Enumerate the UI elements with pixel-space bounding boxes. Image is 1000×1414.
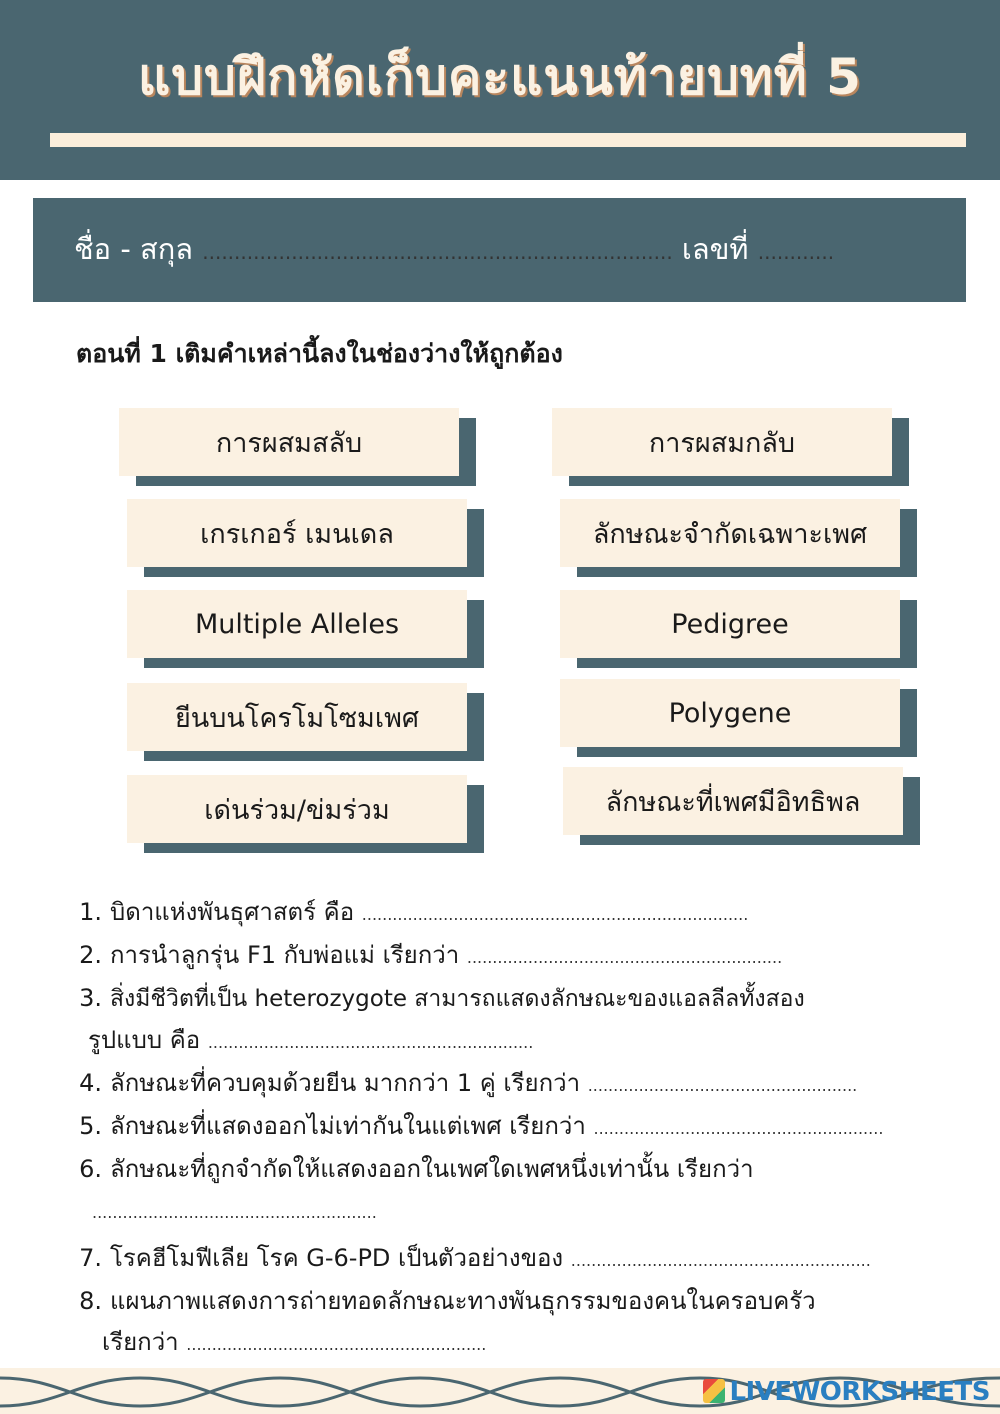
question-6: 6. ลักษณะที่ถูกจำกัดให้แสดงออกในเพศใดเพศหนึ่งเท่านั้น เรียกว่า [79,1155,754,1183]
title-underline-bar [50,133,966,147]
word-box-label: ลักษณะที่เพศมีอิทธิพล [563,767,903,835]
word-box [563,767,903,835]
question-4: 4. ลักษณะที่ควบคุมด้วยยีน มากกว่า 1 คู่ เรียกว่า ..................................................... [79,1069,858,1097]
question-5: 5. ลักษณะที่แสดงออกไม่เท่ากันในแต่เพศ เรียกว่า ......................................................... [79,1112,884,1140]
word-box [127,499,467,567]
number-input[interactable]: ............ [757,240,835,264]
word-box [127,590,467,658]
word-box-label: ยีนบนโครโมโซมเพศ [127,683,467,751]
word-box [127,683,467,751]
question-7: 7. โรคฮีโมฟีเลีย โรค G-6-PD เป็นตัวอย่างของ ........................................................... [79,1244,871,1272]
word-box [552,408,892,476]
word-box [119,408,459,476]
word-box [560,499,900,567]
word-box-label: เกรเกอร์ เมนเดล [127,499,467,567]
liveworksheets-logo-icon [703,1379,725,1403]
name-input[interactable]: .......................................................................... [202,240,673,264]
question-3: 3. สิ่งมีชีวิตที่เป็น heterozygote สามารถแสดงลักษณะของแอลลีลทั้งสอง [79,984,805,1012]
word-box-label: การผสมสลับ [119,408,459,476]
answer-blank-8[interactable]: ........................................................... [186,1335,487,1354]
name-label: ชื่อ - สกุล [74,232,194,266]
answer-blank-1[interactable]: ............................................................................ [361,905,749,924]
question-2: 2. การนำลูกรุ่น F1 กับพ่อแม่ เรียกว่า .............................................................. [79,941,783,969]
part1-instruction: ตอนที่ 1 เติมคำเหล่านี้ลงในช่องว่างให้ถูกต้อง [76,339,563,368]
word-box-label: เด่นร่วม/ข่มร่วม [127,775,467,843]
question-8-cont: เรียกว่า ........................................................... [102,1328,487,1356]
question-3-cont: รูปแบบ คือ ................................................................ [88,1026,534,1054]
answer-blank-5[interactable]: ......................................................... [593,1119,884,1138]
word-box [560,590,900,658]
liveworksheets-logo[interactable]: LIVEWORKSHEETS [703,1377,990,1407]
word-box-label: ลักษณะจำกัดเฉพาะเพศ [560,499,900,567]
question-6-cont [66,1190,966,1238]
question-8: 8. แผนภาพแสดงการถ่ายทอดลักษณะทางพันธุกรรมของคนในครอบครัว [79,1287,816,1315]
word-box-label: Multiple Alleles [127,590,467,658]
word-box [127,775,467,843]
word-box [560,679,900,747]
question-list [66,892,966,1365]
number-label: เลขที่ [681,232,749,266]
answer-blank-4[interactable]: ..................................................... [587,1076,858,1095]
word-box-label: Polygene [560,679,900,747]
question-1: 1. บิดาแห่งพันธุศาสตร์ คือ ............................................................................ [79,898,749,926]
answer-blank-6[interactable]: ........................................................ [92,1203,377,1222]
answer-blank-7[interactable]: ........................................................... [570,1251,871,1270]
word-box-label: Pedigree [560,590,900,658]
name-line [74,226,924,272]
page-title: แบบฝึกหัดเก็บคะแนนท้ายบทที่ 5 [138,48,862,106]
answer-blank-2[interactable]: .............................................................. [466,948,783,967]
word-box-label: การผสมกลับ [552,408,892,476]
answer-blank-3[interactable]: ................................................................ [207,1033,534,1052]
